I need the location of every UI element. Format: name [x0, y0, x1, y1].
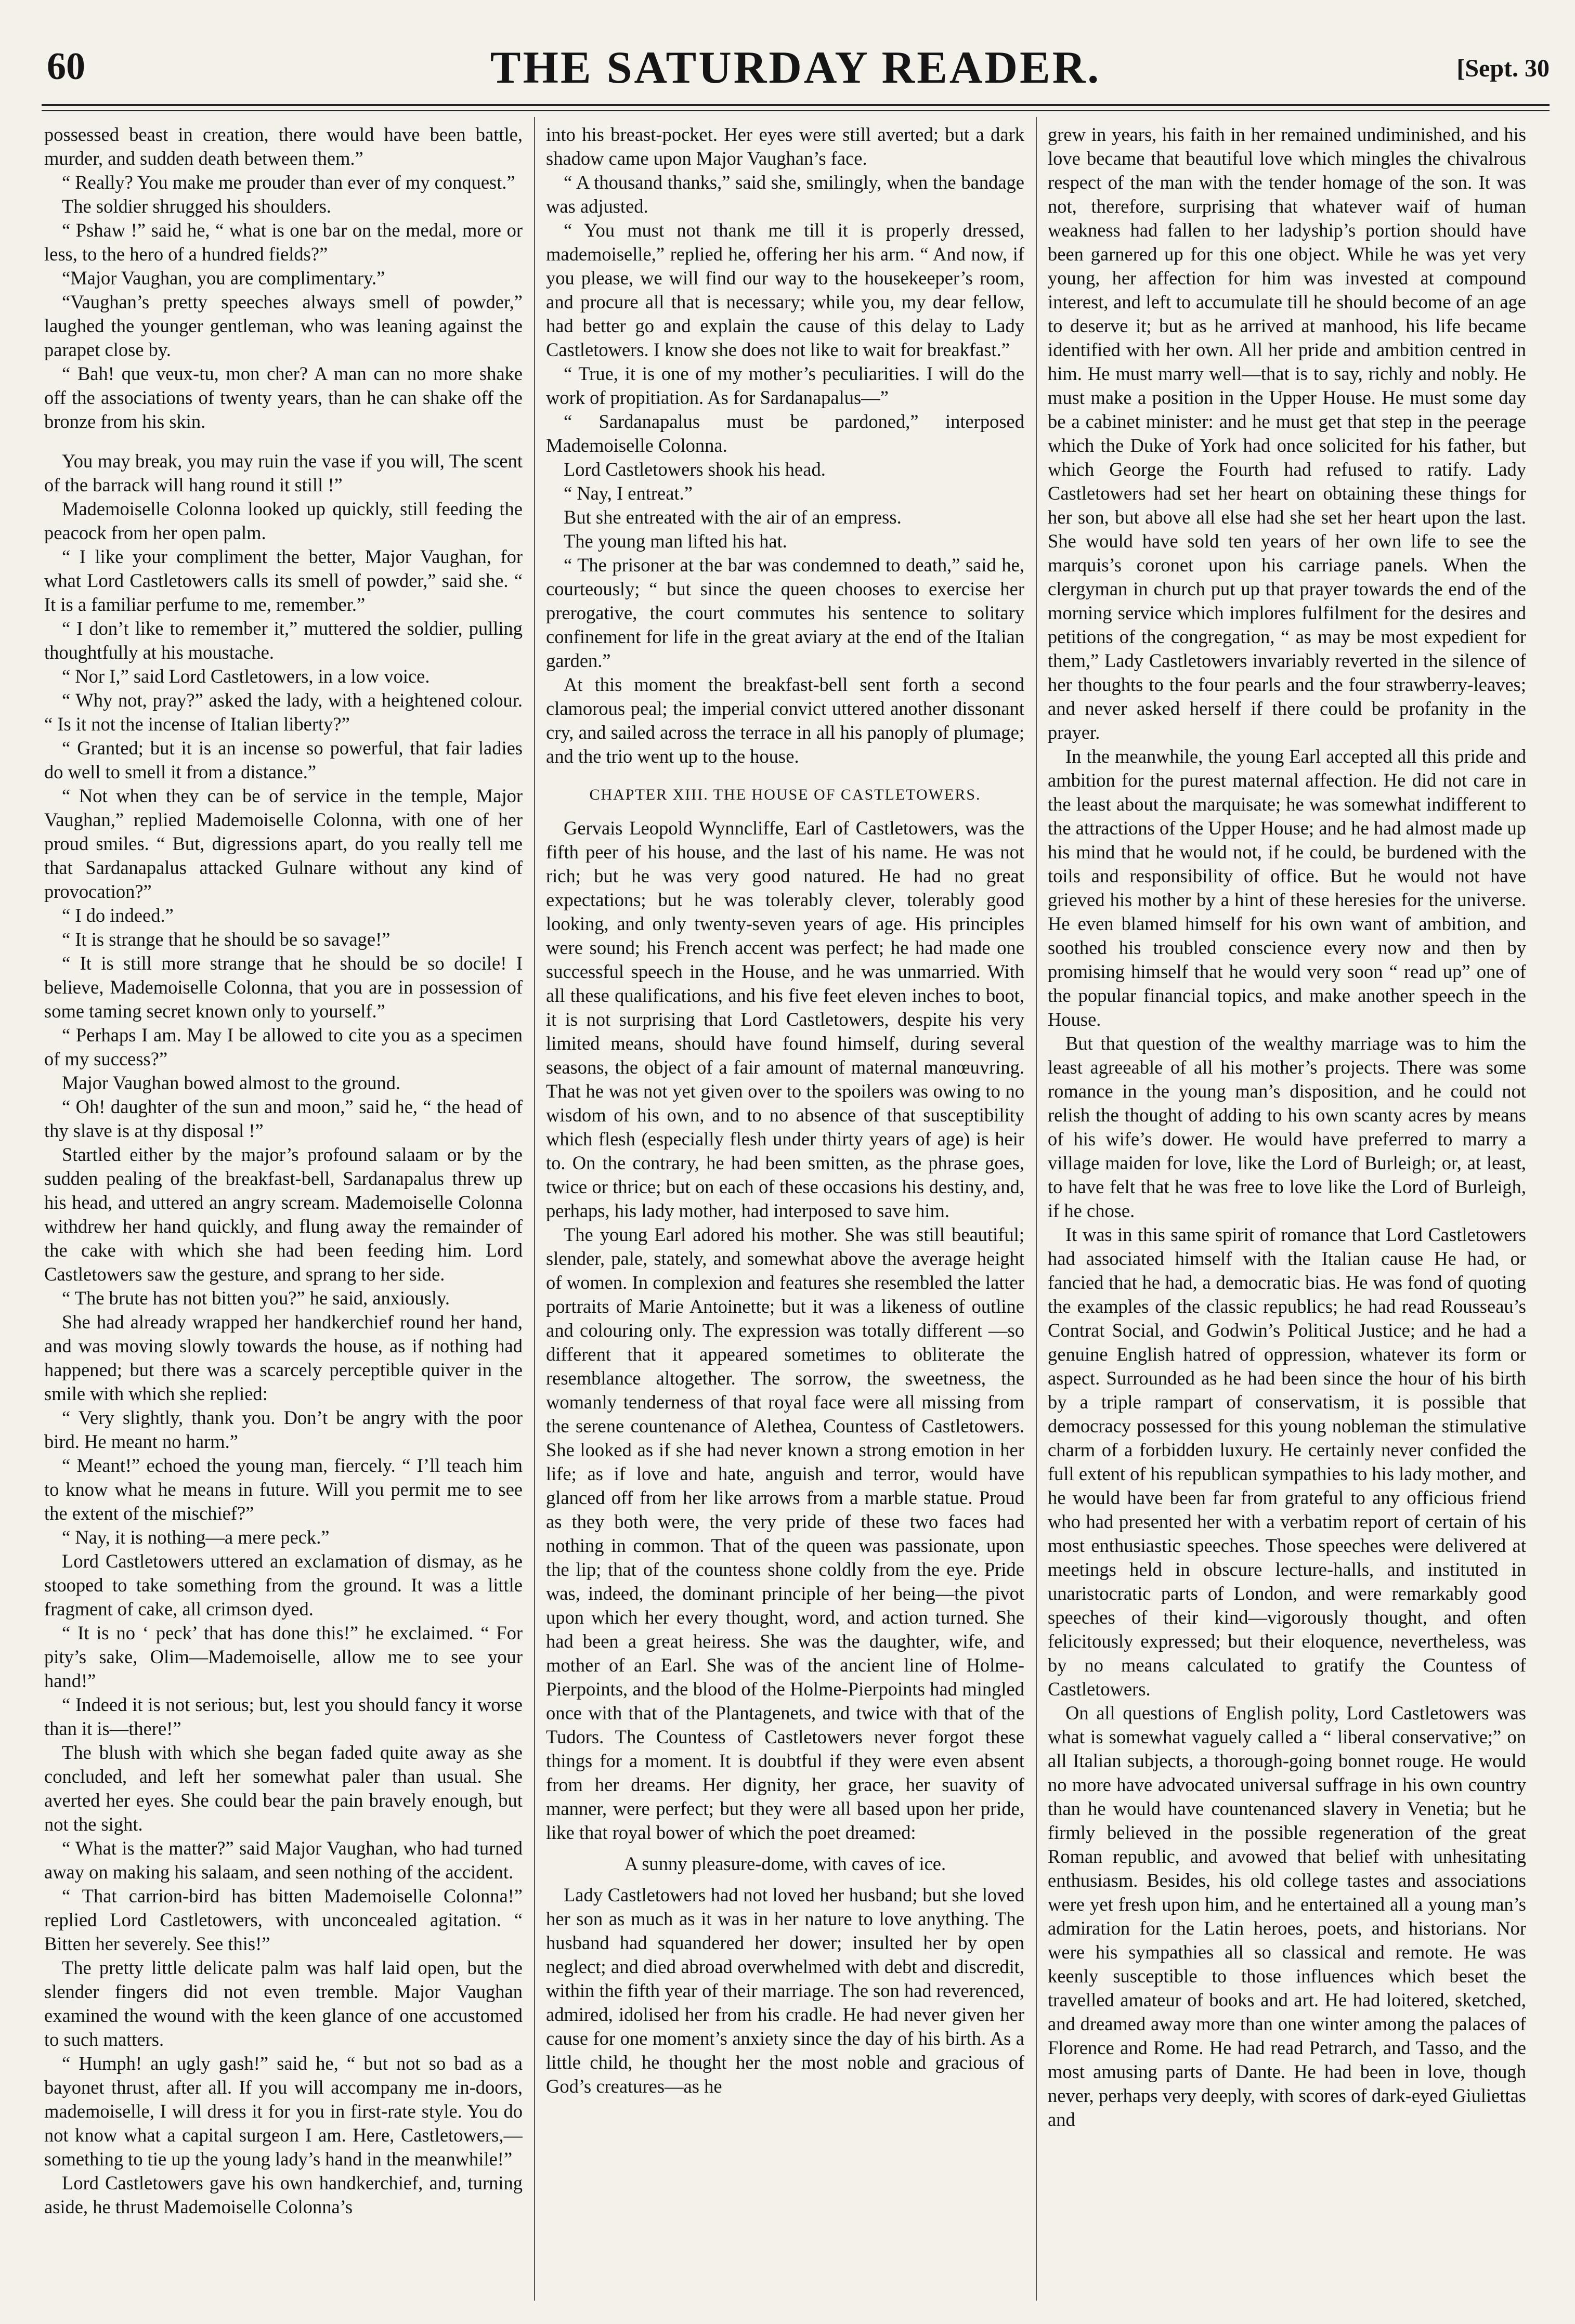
paragraph: grew in years, his faith in her remained undiminished, and his love became that beautiful love which mingles the chivalrous respect of the man with the tender homage of the son. It was not, therefore, surprising that whatever waif of human weakness had fallen to her ladyship’s portion should have been garnered up for this one object. While he was yet very young, her affection for him was invested at compound interest, and left to accumulate till he should become of an age to deserve it; but as he arrived at manhood, his life became identified with her own. All her pride and ambition centred in him. He must marry well—that is to say, richly and nobly. He must make a position in the Upper House. He must some day be a cabinet minister: and he must get that step in the peerage which the Duke of York had once solicited for his father, but which George the Fourth had refused to ratify. Lady Castletowers had set her heart on obtaining these things for her son, but above all else had she set her heart upon the last. She would have sold ten years of her own life to see the marquis’s coronet upon his carriage panels. When the clergyman in church put up that prayer towards the end of the morning service which implores fulfilment for the desires and petitions of the congregation, “ as may be most expedient for them,” Lady Castletowers invariably reverted in the silence of her thoughts to the four pearls and the four strawberry-leaves; and never asked herself if there could be profanity in the prayer. — [1048, 124, 1526, 743]
paragraph: “ Bah! que veux-tu, mon cher? A man can no more shake off the associations of twenty years, than he can shake off the bronze from his skin. — [44, 363, 523, 432]
paragraph: “ Pshaw !” said he, “ what is one bar on the medal, more or less, to the hero of a hundred fields?” — [44, 219, 523, 265]
paragraph: into his breast-pocket. Her eyes were still averted; but a dark shadow came upon Major Vaughan’s face. — [546, 124, 1024, 169]
paragraph: “ I like your compliment the better, Major Vaughan, for what Lord Castletowers calls its smell of powder,” said she. “ It is a familiar perfume to me, remember.” — [44, 546, 523, 615]
paragraph: “ Nor I,” said Lord Castletowers, in a low voice. — [62, 665, 430, 687]
paragraph: “ It is strange that he should be so savage!” — [62, 929, 391, 950]
paragraph: But that question of the wealthy marriage was to him the least agreeable of all his mother’s projects. There was some romance in the young man’s disposition, and he could not relish the thought of adding to his own scanty acres by means of his wife’s dower. He would have preferred to marry a village maiden for love, like the Lord of Burleigh; or, at least, to have felt that he was free to love like the Lord of Burleigh, if he chose. — [1048, 1033, 1526, 1221]
paragraph: Lord Castletowers uttered an exclamation of dismay, as he stooped to take something from the ground. It was a little fragment of cake, all crimson dyed. — [44, 1550, 523, 1620]
paragraph: Lord Castletowers shook his head. — [564, 459, 826, 480]
paragraph: On all questions of English polity, Lord Castletowers was what is somewhat vaguely called a “ liberal conservative;” on all Italian subjects, a thorough-going bonnet rouge. He would no more have advocated universal suffrage in his own country than he would have countenanced slavery in Venetia; but he firmly believed in the possible regeneration of the great Roman republic, and avowed that belief with unhesitating enthusiasm. Besides, his old college tastes and associations were yet fresh upon him, and he entertained all a young man’s admiration for the Latin heroes, poets, and historians. Nor were his sympathies all so classical and remote. He was keenly susceptible to those influences which beset the travelled amateur of books and art. He had loitered, sketched, and dreamed away more than one winter among the palaces of Florence and Rome. He had read Petrarch, and Tasso, and the most amusing parts of Dante. He had been in love, though never, perhaps very deeply, with scores of dark-eyed Giuliettas and — [1048, 1702, 1526, 2130]
paragraph: “Vaughan’s pretty speeches always smell of powder,” laughed the younger gentleman, who was leaning against the parapet close by. — [44, 291, 523, 360]
column-2 — [546, 123, 1024, 2306]
page-header — [42, 42, 1550, 104]
paragraph: “ What is the matter?” said Major Vaughan, who had turned away on making his salaam, and seen nothing of the accident. — [44, 1837, 523, 1883]
paragraph: Gervais Leopold Wynncliffe, Earl of Castletowers, was the fifth peer of his house, and the last of his name. He was not rich; but he was very good natured. He had no great expectations; but he was tolerably clever, tolerably good looking, and only twenty-seven years of age. His principles were sound; his French accent was perfect; he had made one successful speech in the House, and he was unmarried. With all these qualifications, and his five feet eleven inches to boot, it is not surprising that Lord Castletowers, despite his very limited means, should have found himself, during several seasons, the object of a fair amount of maternal manœuvring. That he was not yet given over to the spoilers was owing to no wisdom of his own, and to no absence of that susceptibility which flesh (especially flesh under thirty years of age) is heir to. On the contrary, he had been smitten, as the phrase goes, twice or thrice; but on each of these occasions his destiny, and, perhaps, his lady mother, had interposed to save him. — [546, 817, 1024, 1221]
paragraph: At this moment the breakfast-bell sent forth a second clamorous peal; the imperial convict uttered another dissonant cry, and sailed across the terrace in all his panoply of plumage; and the trio went up to the house. — [546, 674, 1024, 767]
paragraph: “ A thousand thanks,” said she, smilingly, when the bandage was adjusted. — [546, 172, 1024, 217]
paragraph: It was in this same spirit of romance that Lord Castletowers had associated himself with the Italian cause He had, or fancied that he had, a democratic bias. He was fond of quoting the examples of the classic republics; he had read Rousseau’s Contrat Social, and Godwin’s Political Justice; and he had a genuine English hatred of oppression, whatever its form or aspect. Surrounded as he had been since the hour of his birth by a triple rampart of conservatism, it is possible that democracy possessed for this young nobleman the stimulative charm of a forbidden luxury. He certainly never confided the full extent of his republican sympathies to his lady mother, and he would have been far from grateful to any officious friend who had presented her with a verbatim report of certain of his most enthusiastic speeches. Those speeches were delivered at meetings held in obscure lecture-halls, and instituted in unaristocratic parts of London, and were remarkably good speeches of their kind—vigorously thought, and often felicitously expressed; but their eloquence, nevertheless, was by no means calculated to gratify the Countess of Castletowers. — [1048, 1224, 1526, 1700]
column-divider — [1036, 117, 1037, 2301]
paragraph: “ You must not thank me till it is properly dressed, mademoiselle,” replied he, offering her his arm. “ And now, if you please, we will find our way to the housekeeper’s room, and procure all that is necessary; while you, my dear fellow, had better go and explain the cause of this delay to Lady Castletowers. I know she does not like to wait for breakfast.” — [546, 219, 1024, 360]
paragraph: “ Nay, it is nothing—a mere peck.” — [62, 1526, 330, 1548]
issue-date: [Sept. 30 — [1456, 55, 1550, 82]
paragraph: “ Indeed it is not serious; but, lest you should fancy it worse than it is—there!” — [44, 1694, 523, 1739]
paragraph: Startled either by the major’s profound salaam or by the sudden pealing of the breakfast-bell, Sardanapalus threw up his head, and uttered an angry scream. Mademoiselle Colonna withdrew her hand quickly, and flung away the remainder of the cake with which she had been feeding him. Lord Castletowers saw the gesture, and sprang to her side. — [44, 1144, 523, 1285]
paragraph: “ Not when they can be of service in the temple, Major Vaughan,” replied Mademoiselle Colonna, with one of her proud smiles. “ But, digressions apart, do you really tell me that Sardanapalus attacked Gulnare without any kind of provocation?” — [44, 785, 523, 902]
paragraph: “Major Vaughan, you are complimentary.” — [62, 267, 385, 289]
paragraph: Lord Castletowers gave his own handkerchief, and, turning aside, he thrust Mademoiselle Colonna’s — [44, 2172, 523, 2217]
paragraph: The blush with which she began faded quite away as she concluded, and left her somewhat paler than usual. She averted her eyes. She could bear the pain bravely enough, but not the sight. — [44, 1742, 523, 1835]
paragraph: “ Why not, pray?” asked the lady, with a heightened colour. “ Is it not the incense of Italian liberty?” — [44, 689, 523, 735]
column-3 — [1048, 123, 1526, 2306]
verse-line: A sunny pleasure-dome, with caves of ice. — [624, 1853, 946, 1874]
header-rule — [42, 104, 1550, 106]
paragraph: But she entreated with the air of an empress. — [564, 506, 902, 528]
paragraph: “ I don’t like to remember it,” muttered the soldier, pulling thoughtfully at his moustache. — [44, 618, 523, 663]
header-rule-thin — [42, 110, 1550, 111]
masthead-title: THE SATURDAY READER. — [490, 43, 1101, 93]
column-divider — [534, 117, 535, 2301]
paragraph: The young Earl adored his mother. She was still beautiful; slender, pale, stately, and somewhat above the average height of women. In complexion and features she resembled the latter portraits of Marie Antoinette; but it was a likeness of outline and colouring only. The expression was totally different —so different that it appeared sometimes to obliterate the resemblance altogether. The sorrow, the sweetness, the womanly tenderness of that royal face were all missing from the serene countenance of Alethea, Countess of Castletowers. She looked as if she had never known a strong emotion in her life; as if love and hate, anguish and terror, would have glanced off from her like arrows from a marble statue. Proud as they both were, the very pride of these two faces had nothing in common. That of the queen was passionate, upon the lip; that of the countess shone coldly from the eye. Pride was, indeed, the dominant principle of her being—the pivot upon which her every thought, word, and action turned. She had been a great heiress. She was the daughter, wife, and mother of an Earl. She was of the ancient line of Holme-Pierpoints, and the blood of the Holme-Pierpoints had mingled once with that of the Plantagenets, and twice with that of the Tudors. The Countess of Castletowers never forgot these things for a moment. It is doubtful if they were even absent from her dreams. Her dignity, her grace, her suavity of manner, were perfect; but they were all based upon her pride, like that royal bower of which the poet dreamed: — [546, 1224, 1024, 1843]
paragraph: “ Oh! daughter of the sun and moon,” said he, “ the head of thy slave is at thy disposal !” — [44, 1096, 523, 1141]
paragraph: “ Granted; but it is an incense so powerful, that fair ladies do well to smell it from a distance.” — [44, 737, 523, 782]
column-1 — [44, 123, 523, 2306]
chapter-heading: CHAPTER XIII. THE HOUSE OF CASTLETOWERS. — [589, 786, 981, 803]
paragraph: Major Vaughan bowed almost to the ground. — [62, 1072, 401, 1093]
paragraph: She had already wrapped her handkerchief round her hand, and was moving slowly towards the house, as if nothing had happened; but there was a scarcely perceptible quiver in the smile with which she replied: — [44, 1311, 523, 1404]
paragraph: “ I do indeed.” — [62, 905, 174, 926]
paragraph: The pretty little delicate palm was half laid open, but the slender fingers did not even tremble. Major Vaughan examined the wound with the keen glance of one accustomed to such matters. — [44, 1957, 523, 2050]
paragraph: “ Very slightly, thank you. Don’t be angry with the poor bird. He meant no harm.” — [44, 1407, 523, 1452]
paragraph: “ The prisoner at the bar was condemned to death,” said he, courteously; “ but since the queen chooses to exercise her prerogative, the court commutes his sentence to solitary confinement for life in the great aviary at the end of the Italian garden.” — [546, 554, 1024, 671]
paragraph: possessed beast in creation, there would have been battle, murder, and sudden death between them.” — [44, 124, 523, 169]
paragraph: “ The brute has not bitten you?” he said, anxiously. — [62, 1287, 450, 1309]
paragraph: “ Meant!” echoed the young man, fiercely. “ I’ll teach him to know what he means in future. Will you permit me to see the extent of the mischief?” — [44, 1455, 523, 1524]
verse-lines: You may break, you may ruin the vase if you will, The scent of the barrack will hang round it still !” — [44, 450, 523, 495]
paragraph: Mademoiselle Colonna looked up quickly, still feeding the peacock from her open palm. — [44, 498, 523, 543]
paragraph: The soldier shrugged his shoulders. — [62, 195, 332, 217]
paragraph: Lady Castletowers had not loved her husband; but she loved her son as much as it was in her nature to love anything. The husband had squandered her dower; insulted her by open neglect; and died abroad overwhelmed with debt and discredit, within the fifth year of their marriage. The son had reverenced, admired, idolised her from his cradle. He had never given her cause for one moment’s anxiety since the day of his birth. As a little child, he thought her the most noble and gracious of God’s creatures—as he — [546, 1884, 1024, 2097]
paragraph: “ It is no ‘ peck’ that has done this!” he exclaimed. “ For pity’s sake, Olim—Mademoiselle, allow me to see your hand!” — [44, 1622, 523, 1691]
paragraph: “ Humph! an ugly gash!” said he, “ but not so bad as a bayonet thrust, after all. If you will accompany me in-doors, mademoiselle, I will dress it for you in first-rate style. You do not know what a capital surgeon I am. Here, Castletowers,—something to tie up the young lady’s hand in the meanwhile!” — [44, 2053, 523, 2170]
paragraph: “ True, it is one of my mother’s peculiarities. I will do the work of propitiation. As for Sardanapalus—” — [546, 363, 1024, 408]
paragraph: “ Really? You make me prouder than ever of my conquest.” — [62, 172, 515, 193]
paragraph: The young man lifted his hat. — [564, 530, 787, 552]
paragraph: “ It is still more strange that he should be so docile! I believe, Mademoiselle Colonna, that you are in possession of some taming secret known only to yourself.” — [44, 952, 523, 1022]
paragraph: “ Nay, I entreat.” — [564, 482, 693, 504]
paragraph: “ That carrion-bird has bitten Mademoiselle Colonna!” replied Lord Castletowers, with unconcealed agitation. “ Bitten her severely. See this!” — [44, 1885, 523, 1954]
paragraph: “ Sardanapalus must be pardoned,” interposed Mademoiselle Colonna. — [546, 411, 1024, 456]
page-number: 60 — [47, 45, 85, 88]
paragraph: “ Perhaps I am. May I be allowed to cite you as a specimen of my success?” — [44, 1024, 523, 1069]
paragraph: In the meanwhile, the young Earl accepted all this pride and ambition for the purest maternal affection. He did not care in the least about the marquisate; he was somewhat indifferent to the attractions of the Upper House; and he had almost made up his mind that he would not, if he could, be burdened with the toils and responsibility of office. But he would not have grieved his mother by a hint of these heresies for the universe. He even blamed himself for his own want of ambition, and soothed his troubled conscience every now and then by promising himself that he would very soon “ read up” one of the popular financial topics, and make another speech in the House. — [1048, 746, 1526, 1030]
